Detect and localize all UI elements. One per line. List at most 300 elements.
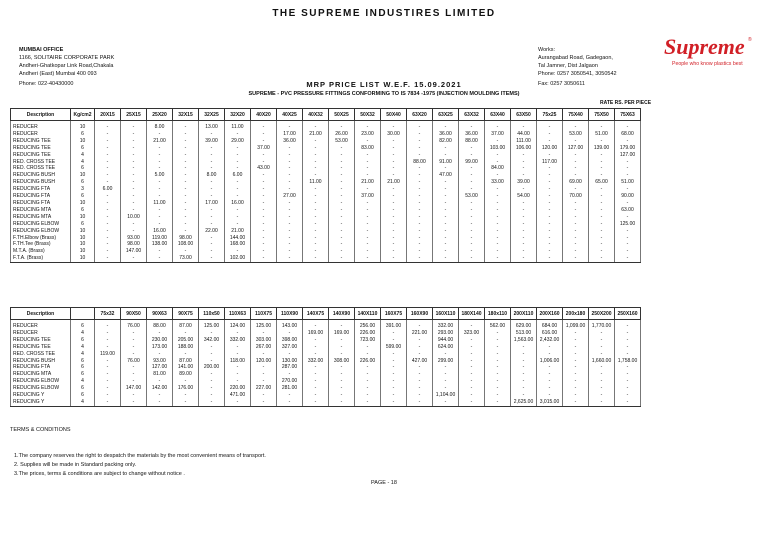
- price-cell: -: [121, 392, 147, 399]
- item-description: REDUCING Y: [11, 399, 71, 406]
- price-cell: -: [173, 186, 199, 193]
- notes: [14, 452, 266, 479]
- price-cell: -: [303, 320, 329, 330]
- price-cell: -: [511, 165, 537, 172]
- price-cell: -: [95, 207, 121, 214]
- price-cell: -: [485, 228, 511, 235]
- price-cell: -: [355, 152, 381, 159]
- price-cell: -: [121, 138, 147, 145]
- pressure-cell: 10: [71, 200, 95, 207]
- price-cell: -: [121, 337, 147, 344]
- price-cell: -: [329, 337, 355, 344]
- table-row: [11, 172, 641, 179]
- price-cell: -: [147, 152, 173, 159]
- item-description: REDUCER: [11, 131, 71, 138]
- price-cell: -: [355, 255, 381, 262]
- price-cell: -: [485, 399, 511, 406]
- price-cell: -: [407, 145, 433, 152]
- column-header: 63X40: [485, 109, 511, 121]
- price-cell: -: [173, 152, 199, 159]
- price-cell: -: [355, 221, 381, 228]
- price-cell: -: [433, 235, 459, 242]
- price-cell: 99.00: [459, 159, 485, 166]
- price-cell: -: [563, 351, 589, 358]
- price-cell: -: [95, 330, 121, 337]
- price-cell: -: [277, 159, 303, 166]
- price-cell: 1,006.00: [537, 358, 563, 365]
- price-cell: -: [563, 330, 589, 337]
- price-cell: -: [225, 221, 251, 228]
- price-cell: -: [277, 172, 303, 179]
- price-cell: -: [95, 248, 121, 255]
- price-cell: -: [199, 207, 225, 214]
- column-header: 25X20: [147, 109, 173, 121]
- office-heading: MUMBAI OFFICE: [19, 47, 64, 53]
- price-cell: -: [511, 371, 537, 378]
- price-cell: -: [615, 371, 641, 378]
- price-cell: -: [329, 241, 355, 248]
- price-cell: -: [225, 207, 251, 214]
- pressure-cell: 6: [71, 371, 95, 378]
- price-cell: 624.00: [433, 344, 459, 351]
- item-description: REDUCING ELBOW: [11, 221, 71, 228]
- price-cell: -: [485, 172, 511, 179]
- note-item: 2. Supplies will be made in Standard packing only.: [14, 462, 137, 468]
- price-cell: 471.00: [225, 392, 251, 399]
- price-cell: -: [303, 165, 329, 172]
- price-cell: -: [199, 248, 225, 255]
- price-cell: -: [199, 358, 225, 365]
- price-cell: 281.00: [277, 385, 303, 392]
- price-cell: -: [485, 330, 511, 337]
- price-cell: -: [615, 248, 641, 255]
- price-cell: 616.00: [537, 330, 563, 337]
- price-cell: -: [303, 241, 329, 248]
- price-cell: -: [537, 351, 563, 358]
- price-cell: -: [381, 193, 407, 200]
- price-cell: -: [407, 392, 433, 399]
- price-cell: -: [147, 351, 173, 358]
- price-cell: -: [303, 337, 329, 344]
- column-header: 40X20: [251, 109, 277, 121]
- price-cell: -: [173, 207, 199, 214]
- price-cell: -: [329, 248, 355, 255]
- price-cell: -: [355, 399, 381, 406]
- price-cell: -: [277, 200, 303, 207]
- price-cell: -: [511, 172, 537, 179]
- price-cell: -: [199, 221, 225, 228]
- price-cell: -: [381, 138, 407, 145]
- price-cell: 53.00: [329, 138, 355, 145]
- price-cell: -: [251, 200, 277, 207]
- pressure-cell: 6: [71, 145, 95, 152]
- price-cell: 118.00: [225, 358, 251, 365]
- price-cell: -: [303, 392, 329, 399]
- price-cell: -: [199, 193, 225, 200]
- price-cell: -: [381, 172, 407, 179]
- price-cell: -: [199, 385, 225, 392]
- price-cell: -: [147, 179, 173, 186]
- column-header: 160X110: [433, 308, 459, 320]
- price-cell: -: [277, 255, 303, 262]
- column-header: 110X75: [251, 308, 277, 320]
- price-cell: -: [459, 152, 485, 159]
- price-cell: 332.00: [433, 320, 459, 330]
- price-cell: -: [121, 330, 147, 337]
- table-row: [11, 344, 641, 351]
- table-row: [11, 200, 641, 207]
- price-cell: -: [277, 235, 303, 242]
- price-cell: -: [121, 186, 147, 193]
- price-cell: -: [95, 138, 121, 145]
- price-cell: -: [173, 193, 199, 200]
- price-cell: -: [407, 337, 433, 344]
- price-cell: -: [251, 159, 277, 166]
- column-header: 75x25: [537, 109, 563, 121]
- price-cell: -: [199, 131, 225, 138]
- price-cell: 124.00: [225, 320, 251, 330]
- price-cell: -: [459, 207, 485, 214]
- price-cell: -: [511, 159, 537, 166]
- price-cell: 11.00: [303, 179, 329, 186]
- pressure-cell: 6: [71, 337, 95, 344]
- price-cell: -: [615, 351, 641, 358]
- price-cell: -: [485, 344, 511, 351]
- table-row: [11, 159, 641, 166]
- item-description: REDUCING BUSH: [11, 172, 71, 179]
- price-cell: -: [589, 248, 615, 255]
- works-fax: Fax: 0257 3050611: [538, 81, 585, 87]
- price-cell: -: [199, 159, 225, 166]
- price-cell: 1,099.00: [563, 320, 589, 330]
- price-cell: 37.00: [485, 131, 511, 138]
- price-cell: -: [329, 228, 355, 235]
- price-cell: -: [537, 179, 563, 186]
- pressure-cell: 6: [71, 193, 95, 200]
- price-cell: -: [355, 228, 381, 235]
- logo-tagline: People who know plastics best: [672, 61, 743, 67]
- price-cell: -: [277, 228, 303, 235]
- price-cell: -: [459, 358, 485, 365]
- price-cell: -: [329, 371, 355, 378]
- price-cell: -: [433, 228, 459, 235]
- price-cell: -: [251, 152, 277, 159]
- price-cell: -: [459, 371, 485, 378]
- price-cell: -: [615, 172, 641, 179]
- price-cell: -: [563, 392, 589, 399]
- price-cell: -: [121, 131, 147, 138]
- price-cell: -: [329, 214, 355, 221]
- pressure-cell: 4: [71, 351, 95, 358]
- price-cell: -: [381, 159, 407, 166]
- price-cell: -: [199, 241, 225, 248]
- price-cell: -: [511, 200, 537, 207]
- price-cell: -: [407, 241, 433, 248]
- price-cell: -: [251, 179, 277, 186]
- price-cell: -: [511, 235, 537, 242]
- price-cell: -: [511, 248, 537, 255]
- price-cell: -: [225, 145, 251, 152]
- price-cell: -: [173, 131, 199, 138]
- price-cell: -: [173, 392, 199, 399]
- item-description: REDUCING TEE: [11, 337, 71, 344]
- pressure-cell: 10: [71, 172, 95, 179]
- price-cell: -: [303, 235, 329, 242]
- item-description: F.T.A. (Brass): [11, 255, 71, 262]
- price-cell: -: [95, 165, 121, 172]
- item-description: REDUCING Y: [11, 392, 71, 399]
- table-row: [11, 351, 641, 358]
- price-cell: 10.00: [121, 214, 147, 221]
- price-cell: -: [251, 371, 277, 378]
- price-cell: -: [615, 165, 641, 172]
- item-description: REDUCING MTA: [11, 371, 71, 378]
- page-title: THE SUPREME INDUSTIRES LIMITED: [272, 8, 496, 19]
- price-cell: -: [121, 371, 147, 378]
- pressure-cell: 6: [71, 221, 95, 228]
- price-cell: -: [381, 221, 407, 228]
- price-cell: 513.00: [511, 330, 537, 337]
- terms-heading: TERMS & CONDITIONS: [10, 427, 71, 433]
- price-cell: -: [95, 385, 121, 392]
- price-cell: -: [329, 179, 355, 186]
- price-cell: -: [563, 221, 589, 228]
- price-cell: -: [355, 248, 381, 255]
- price-cell: -: [459, 255, 485, 262]
- price-cell: 147.00: [121, 385, 147, 392]
- price-cell: -: [121, 228, 147, 235]
- price-cell: -: [459, 241, 485, 248]
- price-cell: -: [225, 214, 251, 221]
- price-cell: -: [173, 214, 199, 221]
- price-cell: -: [407, 186, 433, 193]
- price-cell: -: [225, 152, 251, 159]
- price-cell: 51.00: [615, 179, 641, 186]
- price-cell: -: [537, 241, 563, 248]
- price-cell: -: [511, 241, 537, 248]
- table-row: [11, 337, 641, 344]
- price-cell: -: [381, 235, 407, 242]
- column-header: 90X63: [147, 308, 173, 320]
- column-header: 110X63: [225, 308, 251, 320]
- price-cell: -: [459, 364, 485, 371]
- price-cell: -: [485, 371, 511, 378]
- price-cell: -: [485, 358, 511, 365]
- price-cell: -: [589, 138, 615, 145]
- price-cell: -: [589, 392, 615, 399]
- price-cell: -: [537, 193, 563, 200]
- price-cell: -: [95, 235, 121, 242]
- pressure-cell: 6: [71, 179, 95, 186]
- price-cell: -: [147, 248, 173, 255]
- price-cell: -: [121, 193, 147, 200]
- price-cell: -: [485, 221, 511, 228]
- price-cell: -: [251, 399, 277, 406]
- price-cell: -: [615, 385, 641, 392]
- price-cell: 70.00: [563, 193, 589, 200]
- price-cell: 220.00: [225, 385, 251, 392]
- price-cell: -: [225, 378, 251, 385]
- price-cell: -: [277, 392, 303, 399]
- price-cell: -: [121, 378, 147, 385]
- price-cell: -: [485, 186, 511, 193]
- column-header: 75X40: [563, 109, 589, 121]
- price-cell: -: [537, 138, 563, 145]
- price-cell: -: [485, 207, 511, 214]
- price-cell: -: [459, 121, 485, 131]
- price-cell: 17.00: [277, 131, 303, 138]
- price-cell: -: [563, 337, 589, 344]
- price-cell: -: [381, 207, 407, 214]
- column-header: 110X90: [277, 308, 303, 320]
- price-cell: -: [563, 255, 589, 262]
- price-cell: -: [95, 344, 121, 351]
- price-cell: 173.00: [147, 344, 173, 351]
- table-row: [11, 179, 641, 186]
- price-cell: -: [173, 145, 199, 152]
- price-cell: -: [199, 371, 225, 378]
- price-cell: 51.00: [589, 131, 615, 138]
- price-cell: -: [381, 214, 407, 221]
- price-cell: -: [173, 121, 199, 131]
- price-cell: -: [355, 235, 381, 242]
- price-cell: -: [407, 344, 433, 351]
- price-cell: -: [199, 392, 225, 399]
- price-cell: 16.00: [225, 200, 251, 207]
- price-cell: -: [589, 378, 615, 385]
- price-cell: -: [95, 172, 121, 179]
- price-cell: 76.00: [121, 358, 147, 365]
- price-cell: -: [537, 221, 563, 228]
- price-cell: -: [95, 241, 121, 248]
- column-header: 180x110: [485, 308, 511, 320]
- price-cell: 120.00: [537, 145, 563, 152]
- price-cell: -: [199, 344, 225, 351]
- price-cell: -: [433, 371, 459, 378]
- price-cell: 88.00: [459, 138, 485, 145]
- price-cell: 69.00: [563, 179, 589, 186]
- price-cell: -: [537, 214, 563, 221]
- price-cell: -: [407, 207, 433, 214]
- price-cell: 81.00: [147, 371, 173, 378]
- price-cell: -: [537, 378, 563, 385]
- price-cell: -: [121, 179, 147, 186]
- price-cell: -: [485, 241, 511, 248]
- column-header: 63X25: [433, 109, 459, 121]
- price-cell: -: [511, 121, 537, 131]
- price-cell: -: [589, 228, 615, 235]
- price-cell: -: [537, 207, 563, 214]
- table-row: [11, 228, 641, 235]
- price-cell: -: [563, 378, 589, 385]
- column-header: 50X32: [355, 109, 381, 121]
- pressure-cell: 6: [71, 364, 95, 371]
- price-cell: -: [563, 399, 589, 406]
- price-cell: -: [277, 145, 303, 152]
- price-cell: -: [329, 392, 355, 399]
- price-cell: -: [433, 121, 459, 131]
- column-header: 25X15: [121, 109, 147, 121]
- price-cell: -: [563, 200, 589, 207]
- price-cell: 21.00: [355, 179, 381, 186]
- pressure-cell: 4: [71, 378, 95, 385]
- price-cell: -: [615, 378, 641, 385]
- column-header: 140X75: [303, 308, 329, 320]
- item-description: REDUCING ELBOW: [11, 228, 71, 235]
- price-cell: -: [251, 186, 277, 193]
- price-cell: 8.00: [147, 121, 173, 131]
- column-header: 180X140: [459, 308, 485, 320]
- price-cell: -: [303, 248, 329, 255]
- price-cell: -: [615, 214, 641, 221]
- price-cell: -: [381, 330, 407, 337]
- price-cell: 11.00: [147, 200, 173, 207]
- price-cell: -: [407, 228, 433, 235]
- price-cell: 227.00: [251, 385, 277, 392]
- price-cell: -: [381, 165, 407, 172]
- price-cell: -: [303, 255, 329, 262]
- works-heading: Works:: [538, 47, 556, 53]
- price-cell: -: [563, 344, 589, 351]
- table-row: [11, 399, 641, 406]
- price-cell: -: [173, 228, 199, 235]
- price-cell: 44.00: [511, 131, 537, 138]
- price-cell: 93.00: [147, 358, 173, 365]
- price-cell: -: [277, 152, 303, 159]
- price-cell: -: [355, 172, 381, 179]
- price-cell: -: [407, 172, 433, 179]
- price-cell: -: [199, 186, 225, 193]
- price-cell: -: [355, 241, 381, 248]
- price-cell: -: [381, 186, 407, 193]
- price-cell: -: [251, 330, 277, 337]
- price-cell: 169.00: [303, 330, 329, 337]
- price-cell: -: [433, 152, 459, 159]
- price-cell: 179.00: [615, 145, 641, 152]
- pressure-cell: 4: [71, 399, 95, 406]
- price-cell: -: [615, 241, 641, 248]
- price-cell: 2,625.00: [511, 399, 537, 406]
- price-cell: 1,758.00: [615, 358, 641, 365]
- price-cell: -: [173, 138, 199, 145]
- price-cell: -: [95, 255, 121, 262]
- price-cell: -: [407, 200, 433, 207]
- price-cell: -: [173, 378, 199, 385]
- price-cell: -: [511, 255, 537, 262]
- price-cell: -: [199, 378, 225, 385]
- price-cell: -: [173, 200, 199, 207]
- price-cell: -: [433, 200, 459, 207]
- price-cell: -: [303, 228, 329, 235]
- price-cell: 36.00: [433, 131, 459, 138]
- price-cell: -: [225, 131, 251, 138]
- price-cell: -: [485, 193, 511, 200]
- price-cell: -: [537, 172, 563, 179]
- pressure-cell: 4: [71, 344, 95, 351]
- price-cell: 89.00: [173, 371, 199, 378]
- price-cell: -: [251, 392, 277, 399]
- price-cell: -: [121, 351, 147, 358]
- price-cell: -: [121, 221, 147, 228]
- column-header: 140X110: [355, 308, 381, 320]
- price-cell: -: [589, 351, 615, 358]
- price-cell: -: [615, 320, 641, 330]
- price-cell: -: [459, 351, 485, 358]
- table-row: [11, 320, 641, 330]
- table-row: [11, 392, 641, 399]
- price-cell: 26.00: [329, 131, 355, 138]
- price-cell: 1,770.00: [589, 320, 615, 330]
